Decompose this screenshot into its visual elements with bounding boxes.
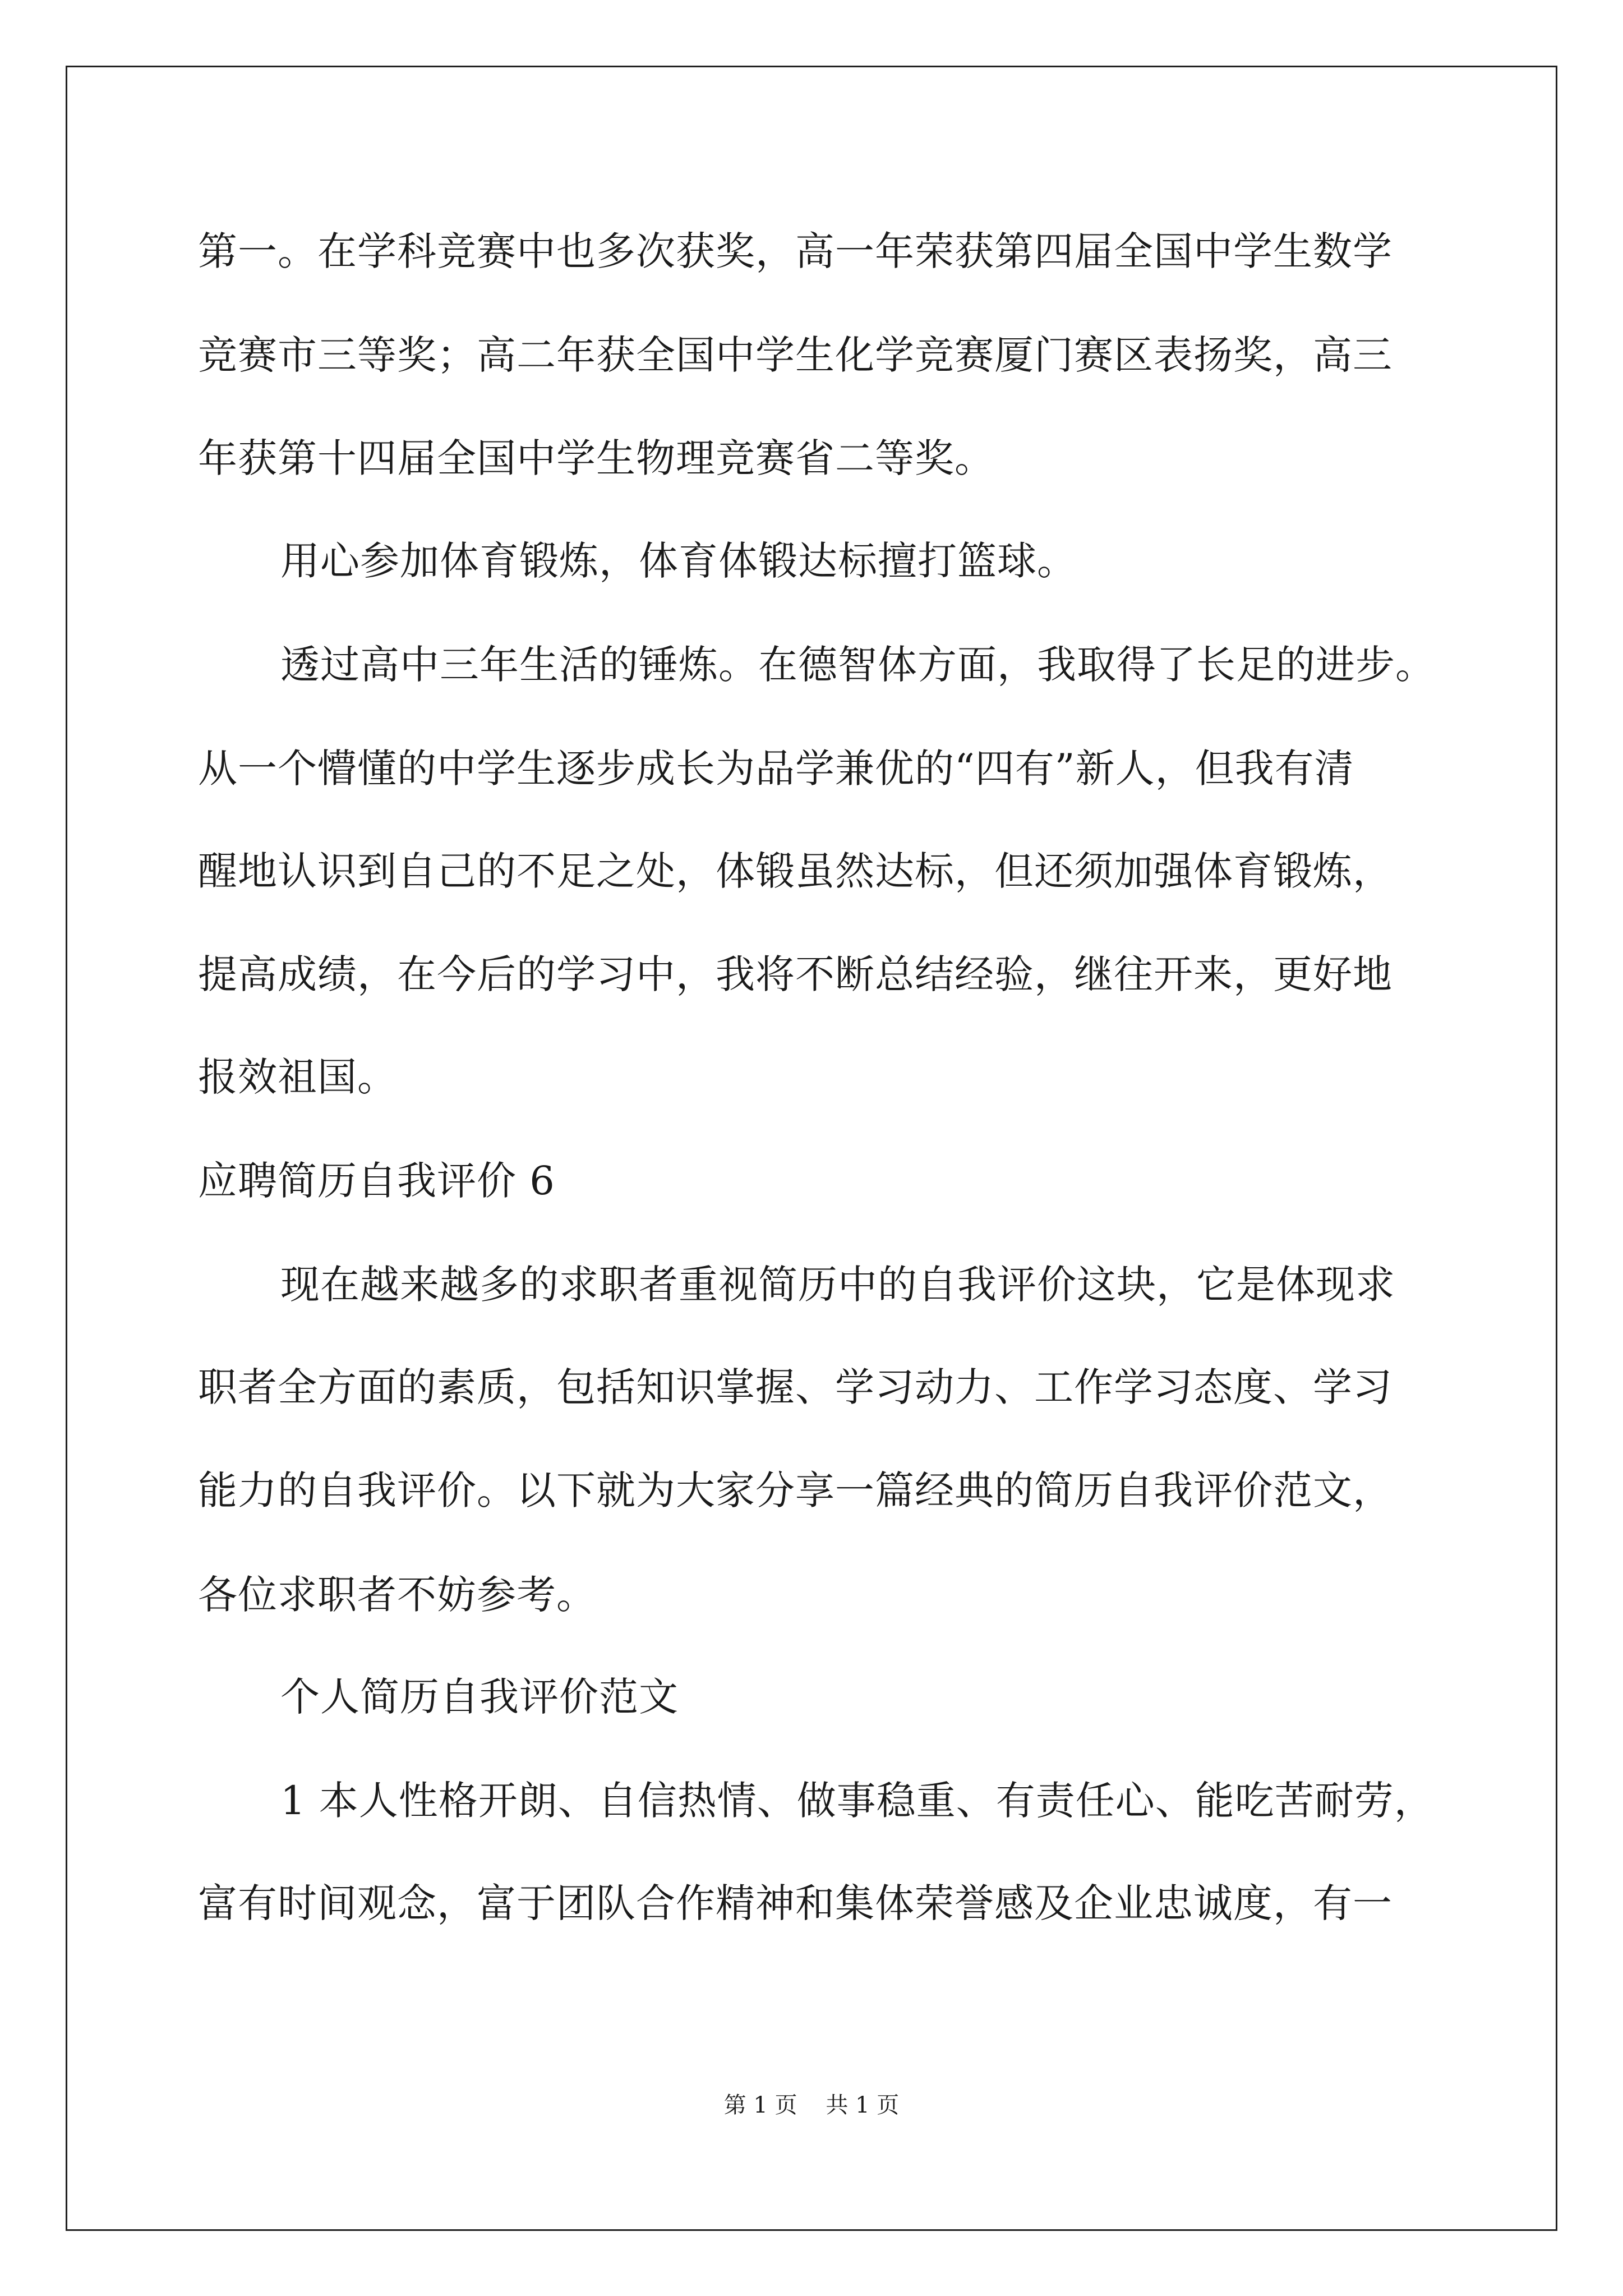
text-line: 年获第十四届全国中学生物理竞赛省二等奖。 xyxy=(198,435,994,481)
text-line: 醒地认识到自己的不足之处，体锻虽然达标，但还须加强体育锻炼， xyxy=(198,848,1393,894)
text-line: 各位求职者不妨参考。 xyxy=(198,1572,596,1618)
text-line: 用心参加体育锻炼，体育体锻达标擅打篮球。 xyxy=(280,538,1077,584)
section-heading: 应聘简历自我评价 6 xyxy=(198,1158,555,1204)
text-line: 报效祖国。 xyxy=(198,1054,397,1100)
text-line: 提高成绩，在今后的学习中，我将不断总结经验，继往开来，更好地 xyxy=(198,951,1393,997)
page-number: 第 1 页 共 1 页 xyxy=(723,2092,900,2118)
text-line: 从一个懵懂的中学生逐步成长为品学兼优的“四有”新人，但我有清 xyxy=(198,746,1354,792)
text-line: 透过高中三年生活的锤炼。在德智体方面，我取得了长足的进步。 xyxy=(280,642,1435,688)
text-line: 能力的自我评价。以下就为大家分享一篇经典的简历自我评价范文， xyxy=(198,1467,1393,1513)
text-line: 职者全方面的素质，包括知识掌握、学习动力、工作学习态度、学习 xyxy=(198,1364,1393,1410)
subheading: 个人简历自我评价范文 xyxy=(280,1674,679,1720)
text-line: 第一。在学科竞赛中也多次获奖，高一年荣获第四届全国中学生数学 xyxy=(198,228,1393,274)
text-line: 富有时间观念，富于团队合作精神和集体荣誉感及企业忠诚度，有一 xyxy=(198,1880,1393,1926)
text-line: 1 本人性格开朗、自信热情、做事稳重、有责任心、能吃苦耐劳， xyxy=(280,1778,1434,1824)
text-line: 现在越来越多的求职者重视简历中的自我评价这块，它是体现求 xyxy=(280,1262,1395,1308)
text-line: 竞赛市三等奖；高二年获全国中学生化学竞赛厦门赛区表扬奖，高三 xyxy=(198,332,1393,378)
